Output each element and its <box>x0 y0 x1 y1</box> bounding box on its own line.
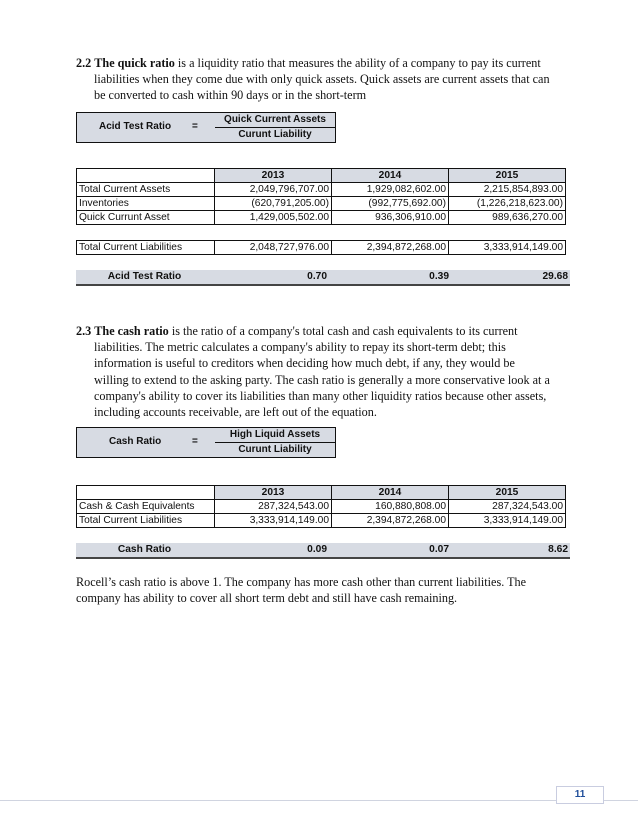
ratio-value: 0.07 <box>429 544 449 555</box>
table-row <box>77 197 566 211</box>
quick-liabilities-table <box>76 240 566 255</box>
cell-value: 989,636,270.00 <box>449 211 566 225</box>
cell-value: 2,215,854,893.00 <box>449 183 566 197</box>
quick-line: be converted to cash within 90 days or in the short-term <box>94 88 367 103</box>
cell-value: 3,333,914,149.00 <box>449 514 566 528</box>
cash-ratio-formula <box>76 427 336 458</box>
cell-value: 2,394,872,268.00 <box>332 514 449 528</box>
cash-heading-number: 2.3 <box>76 324 92 338</box>
year-header: 2013 <box>215 169 332 183</box>
quick-assets-table <box>76 168 566 225</box>
ratio-label: Acid Test Ratio <box>107 271 182 282</box>
formula-equals: = <box>192 436 198 447</box>
formula-equals: = <box>192 121 198 132</box>
year-header: 2015 <box>449 169 566 183</box>
formula-lhs: Cash Ratio <box>109 436 162 447</box>
formula-numerator: Quick Current Assets <box>215 113 335 128</box>
footer-rule <box>0 800 638 801</box>
cell-value: 936,306,910.00 <box>332 211 449 225</box>
cell-value: 287,324,543.00 <box>449 500 566 514</box>
table-row <box>77 241 566 255</box>
row-label: Total Current Assets <box>77 183 215 197</box>
formula-denominator: Curunt Liability <box>238 129 312 140</box>
cash-heading-term: The cash ratio <box>94 324 169 338</box>
row-label: Quick Currunt Asset <box>77 211 215 225</box>
cell-value: (992,775,692.00) <box>332 197 449 211</box>
year-header: 2013 <box>215 486 332 500</box>
cell-value: 2,049,796,707.00 <box>215 183 332 197</box>
formula-denominator: Curunt Liability <box>238 444 312 455</box>
acid-test-formula <box>76 112 336 143</box>
cell-value: 2,394,872,268.00 <box>332 241 449 255</box>
cash-line: including accounts receivable, are left out of the equation. <box>94 405 377 420</box>
conclusion-line: company has ability to cover all short term debt and still have cash remaining. <box>76 591 458 606</box>
formula-fraction <box>215 113 335 142</box>
ratio-value: 29.68 <box>542 271 568 282</box>
page-number: 11 <box>556 786 604 804</box>
cell-value: (1,226,218,623.00) <box>449 197 566 211</box>
conclusion-paragraph <box>76 574 572 606</box>
cash-line: company's ability to cover its liabilities than many other liquidity ratios because other assets, <box>94 388 547 403</box>
row-label: Cash & Cash Equivalents <box>77 500 215 514</box>
header-blank <box>77 486 215 500</box>
cell-value: 1,429,005,502.00 <box>215 211 332 225</box>
row-label: Total Current Liabilities <box>77 241 215 255</box>
conclusion-line: Rocell’s cash ratio is above 1. The company has more cash other than current liabilities. The <box>76 575 527 589</box>
formula-numerator: High Liquid Assets <box>215 428 335 443</box>
cash-line: liabilities. The metric calculates a company's ability to repay its short-term debt; this <box>94 340 506 355</box>
cell-value: 3,333,914,149.00 <box>215 514 332 528</box>
cash-ratio-row <box>76 543 570 559</box>
ratio-value: 0.09 <box>307 544 327 555</box>
formula-lhs: Acid Test Ratio <box>99 121 172 132</box>
table-row <box>77 500 566 514</box>
cell-value: 3,333,914,149.00 <box>449 241 566 255</box>
cell-value: 1,929,082,602.00 <box>332 183 449 197</box>
year-header: 2015 <box>449 486 566 500</box>
ratio-value: 0.70 <box>307 271 327 282</box>
cash-table <box>76 485 566 528</box>
cell-value: 160,880,808.00 <box>332 500 449 514</box>
year-header: 2014 <box>332 486 449 500</box>
ratio-value: 0.39 <box>429 271 449 282</box>
cash-line: is the ratio of a company's total cash and cash equivalents to its current <box>168 324 518 338</box>
quick-line: liabilities when they come due with only quick assets. Quick assets are current assets that can <box>94 72 550 87</box>
row-label: Inventories <box>77 197 215 211</box>
table-row <box>77 514 566 528</box>
quick-line: is a liquidity ratio that measures the ability of a company to pay its current <box>174 56 541 70</box>
cash-line: willing to extend to the asking party. The cash ratio is generally a more conservative look at a <box>94 372 550 387</box>
table-row <box>77 183 566 197</box>
ratio-value: 8.62 <box>548 544 568 555</box>
cell-value: (620,791,205.00) <box>215 197 332 211</box>
ratio-label: Cash Ratio <box>117 544 172 555</box>
table-header-row <box>77 169 566 183</box>
header-blank <box>77 169 215 183</box>
formula-fraction <box>215 428 335 457</box>
year-header: 2014 <box>332 169 449 183</box>
cell-value: 2,048,727,976.00 <box>215 241 332 255</box>
quick-heading-term: The quick ratio <box>94 56 175 70</box>
quick-heading-number: 2.2 <box>76 56 92 70</box>
quick-ratio-paragraph <box>76 55 572 104</box>
cash-line: information is useful to creditors when deciding how much debt, if any, they would be <box>94 356 515 371</box>
cell-value: 287,324,543.00 <box>215 500 332 514</box>
table-header-row <box>77 486 566 500</box>
cash-ratio-paragraph <box>76 323 572 420</box>
acid-test-ratio-row <box>76 270 570 286</box>
table-row <box>77 211 566 225</box>
row-label: Total Current Liabilities <box>77 514 215 528</box>
